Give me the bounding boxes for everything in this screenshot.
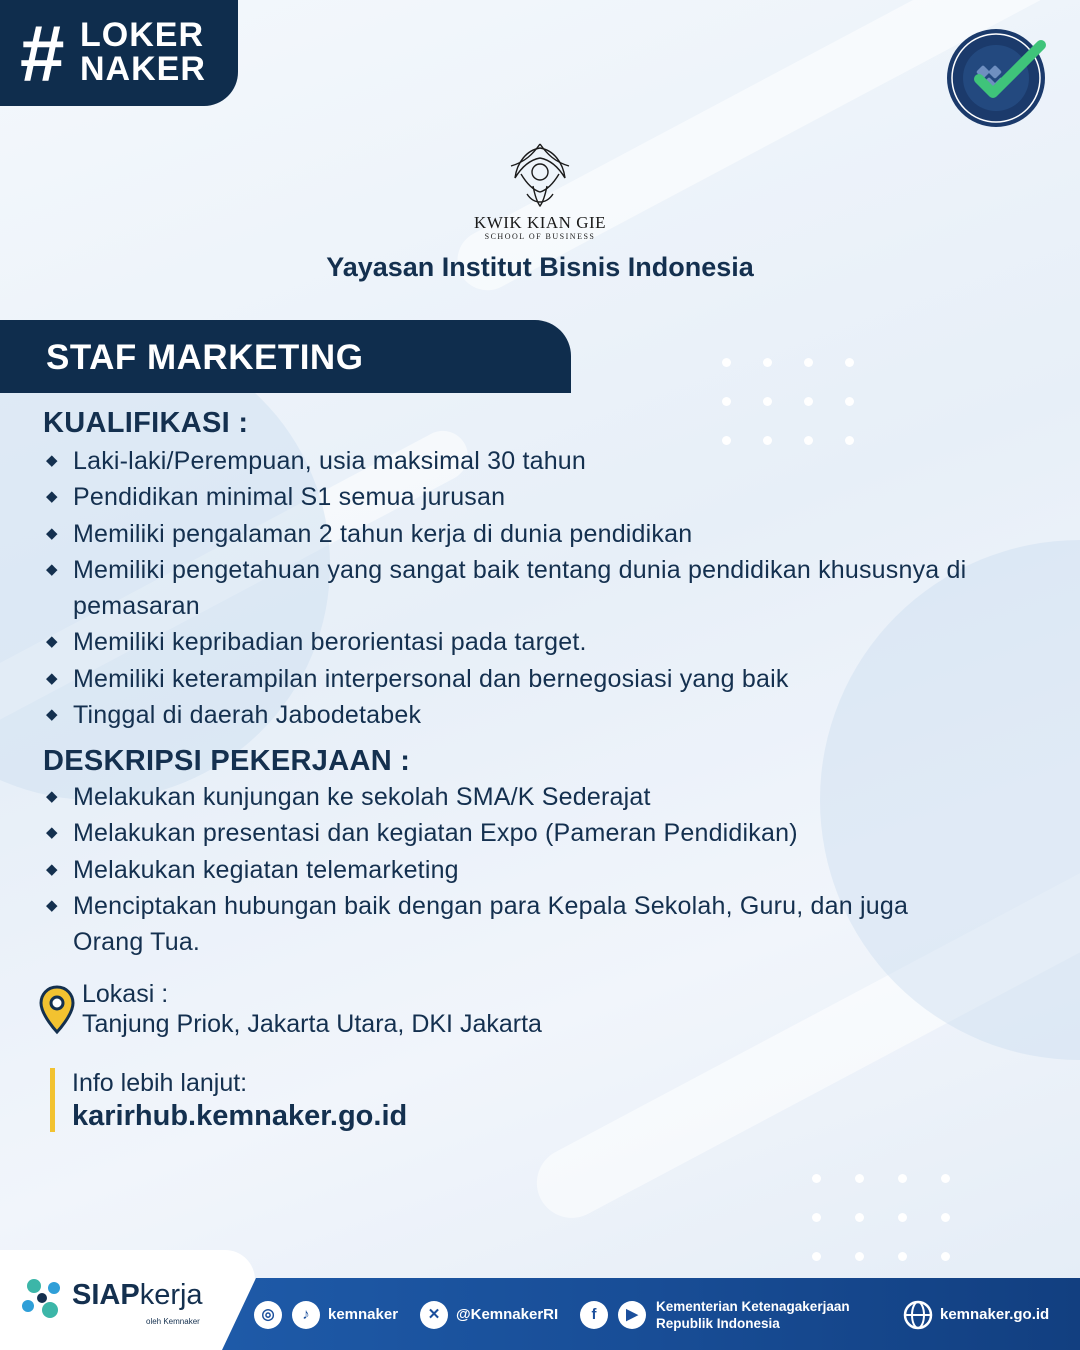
diamond-bullet-icon: ◆ (46, 706, 58, 724)
list-item: ◆ Memiliki keterampilan interpersonal dan bernegosiasi yang baik (43, 661, 1033, 697)
info-label: Info lebih lanjut: (72, 1069, 248, 1097)
dot-grid-decoration (722, 358, 854, 445)
facebook-icon[interactable]: f (580, 1301, 608, 1329)
list-item: ◆ Tinggal di daerah Jabodetabek (43, 697, 1033, 733)
job-description-list (43, 779, 1033, 960)
verified-job-badge (945, 27, 1047, 129)
ministry-line-1: Kementerian Ketenagakerjaan (656, 1299, 850, 1314)
location-label: Lokasi : (82, 980, 169, 1008)
diamond-bullet-icon: ◆ (46, 524, 58, 542)
list-item: ◆ Pendidikan minimal S1 semua jurusan (43, 479, 1033, 515)
x-handle[interactable]: @KemnakerRI (456, 1306, 559, 1323)
location-value: Tanjung Priok, Jakarta Utara, DKI Jakarta (82, 1010, 542, 1038)
garuda-emblem-icon (507, 140, 573, 210)
list-item: ◆ Melakukan kunjungan ke sekolah SMA/K Sederajat (43, 779, 1033, 815)
qualifications-list (43, 443, 1033, 733)
diamond-bullet-icon: ◆ (46, 452, 58, 469)
qualifications-heading: KUALIFIKASI : (43, 407, 249, 439)
tag-line-2: NAKER (80, 50, 206, 88)
diamond-bullet-icon: ◆ (46, 824, 58, 842)
list-item: ◆ Melakukan kegiatan telemarketing (43, 852, 1033, 888)
logo-name: KWIK KIAN GIE (473, 213, 607, 232)
globe-icon[interactable] (902, 1299, 934, 1331)
ministry-name[interactable] (656, 1298, 850, 1332)
tiktok-handle[interactable]: kemnaker (328, 1306, 399, 1323)
siapkerja-subtitle: oleh Kemnaker (146, 1317, 200, 1326)
list-item: ◆ Memiliki pengetahuan yang sangat baik tentang dunia pendidikan khususnya di pemasaran (43, 552, 1033, 625)
list-item: ◆ Memiliki pengalaman 2 tahun kerja di dunia pendidikan (43, 516, 1033, 552)
list-item: ◆ Menciptakan hubungan baik dengan para Kepala Sekolah, Guru, dan juga Orang Tua. (43, 888, 983, 961)
company-logo (470, 140, 610, 241)
company-name: Yayasan Institut Bisnis Indonesia (326, 252, 754, 282)
diamond-bullet-icon: ◆ (46, 788, 58, 805)
location-pin-icon (38, 985, 76, 1035)
info-link[interactable]: karirhub.kemnaker.go.id (72, 1100, 408, 1132)
diamond-bullet-icon: ◆ (46, 669, 58, 687)
diamond-bullet-icon: ◆ (46, 896, 58, 914)
job-title-banner (0, 320, 571, 393)
diamond-bullet-icon: ◆ (46, 560, 58, 578)
job-description-heading: DESKRIPSI PEKERJAAN : (43, 745, 411, 777)
list-item: ◆ Melakukan presentasi dan kegiatan Expo (Pameran Pendidikan) (43, 815, 1033, 851)
ministry-line-2: Republik Indonesia (656, 1316, 780, 1331)
tiktok-icon[interactable]: ♪ (292, 1301, 320, 1329)
website-link[interactable]: kemnaker.go.id (940, 1306, 1050, 1323)
siapkerja-logo-icon (18, 1274, 68, 1324)
instagram-icon[interactable]: ◎ (254, 1301, 282, 1329)
diamond-bullet-icon: ◆ (46, 488, 58, 506)
logo-subtitle: SCHOOL OF BUSINESS (484, 232, 596, 241)
youtube-icon[interactable]: ▶ (618, 1301, 646, 1329)
x-twitter-icon[interactable]: ✕ (420, 1301, 448, 1329)
job-title: STAF MARKETING (46, 338, 364, 377)
hashtag-symbol: # (20, 9, 65, 98)
loker-naker-tag (0, 0, 238, 106)
tag-line-1: LOKER (80, 16, 204, 54)
diamond-bullet-icon: ◆ (46, 860, 58, 878)
dot-grid-decoration (812, 1174, 950, 1261)
siapkerja-brand: SIAPkerja (72, 1279, 203, 1311)
diamond-bullet-icon: ◆ (46, 633, 58, 651)
info-accent-bar (50, 1068, 55, 1132)
list-item: ◆ Memiliki kepribadian berorientasi pada target. (43, 624, 1033, 660)
list-item: ◆ Laki-laki/Perempuan, usia maksimal 30 tahun (43, 443, 1033, 479)
